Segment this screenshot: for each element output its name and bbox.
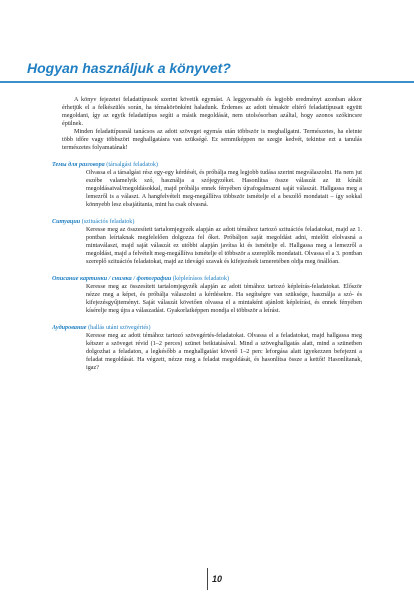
intro-paragraph: Minden feladattípusnál tanácsos az adott szöveget egymás után többször is meghallgatni. Természetes, ha eleinte több időre vagy többszöri meghallgatásra van szükségé. Ez semmiképpen ne szegje kedvét, tekintse ezt a tanulás természetes folyamatának! [62, 129, 362, 152]
section-heading-hu: (szituációs feladatok) [81, 218, 135, 225]
intro-paragraph: A könyv fejezetei feladattípusok szerint követik egymást. A leggyorsabb és legjobb eredményt azonban akkor érhetjük el a felkészülés során, ha témakörönként haladunk. Érdemes az adott témakör eltérő feladattípusait együtt megoldani, így az egyik feladattípus segíti a másik megoldását, nem utolsósorban azáltal, hogy azonos szókincsre épülnek. [62, 97, 362, 128]
page-number-rule [207, 568, 208, 590]
section-heading [52, 218, 362, 226]
section-body: Keresse meg az összesített tartalomjegyzék alapján az adott témához tartozó képleírás-feladatokat. Először nézze meg a képet, és próbálja válaszolni a kérdésekre. Ha segítségre van szüksége, használja a szó- és kifejezésgyűjteményt. Saját válaszát követően olvassa el a mintaként ajánlott képleírást, és ennek fényében kísérelje meg újra a válaszadást. Gyakorlatképpen mondja el többször a leírást. [86, 283, 362, 314]
section-heading-ru: Аудирование [52, 324, 87, 331]
section-body: Keresse meg az összesített tartalomjegyzék alapján az adott témához tartozó szituációs feladatokat, majd az 1. pontban leírtaknak megfelelően dolgozza fel őket. Próbáljon saját megoldást adni, mielőtt elolvasná a mintaválaszt, majd saját válaszát ez utóbbi alapján javítsa ki és ismételje el. Hallgassa meg a lemezről a megoldást, majd a felvételt meg-megállítva ismételje el többször a szereplők mondatait. Olvassa el a 3. pontban szereplő szituációs feladatokat, majd az idevágó szavak és kifejezések ismeretében oldja meg önállóan. [86, 226, 362, 266]
section-heading [52, 324, 362, 332]
section-heading-ru: Описание картинки / снимка / фотографии [52, 275, 172, 282]
section-situations [52, 218, 362, 266]
page-number: 10 [212, 574, 223, 584]
section-conversation [52, 161, 362, 209]
section-body: Olvassa el a társalgási rész egy-egy kérdését, és próbálja meg legjobb tudása szerint megválaszolni. Ha nem jut eszébe valamelyik szó, használja a szójegyzéket. Hasonlítsa össze válaszát az itt kínált megoldásaival/megoldásokkal, majd próbálja ennek fényében újrafogalmazni saját válaszát. Hallgassa meg a lemezről is a választ. A hangfelvételt meg-megállítva többször ismételje el a beszélő mondatait – így sokkal könnyebb lesz elsajátítania, mint ha csak olvasná. [86, 169, 362, 209]
section-heading-ru: Темы для разговора [52, 161, 105, 168]
section-heading-hu: (hallás utáni szövegértés) [88, 324, 151, 331]
section-body: Keresse meg az adott témához tartozó szövegértés-feladatokat. Olvassa el a feladatokat, majd hallgassa meg kétszer a szöveget révid (1–2 perces) szünet beiktatásával. Mind a szöveghallgatás alatt, mind a szünetben dolgozhat a feladaton, a legkésőbb a meghallgatást követő 1–2 perc leforgása alatt igyekezzen befejezni a feladat megoldását. Ha végzett, nézze meg a feladat megoldását, és hasonlítsa össze a kettőt! Hasonlítanak, igaz? [86, 332, 362, 371]
section-picture-description [52, 275, 362, 315]
section-heading-hu: (képleírásos feladatok) [172, 275, 229, 282]
section-heading-hu: (társalgási feladatok) [106, 161, 158, 168]
section-heading [52, 275, 362, 283]
title-rule [0, 81, 414, 83]
page-title: Hogyan használjuk a könyvet? [27, 60, 231, 76]
section-heading-ru: Ситуации [52, 218, 81, 225]
section-listening [52, 324, 362, 372]
page-content [52, 96, 362, 372]
section-heading [52, 161, 362, 169]
intro [62, 96, 362, 152]
